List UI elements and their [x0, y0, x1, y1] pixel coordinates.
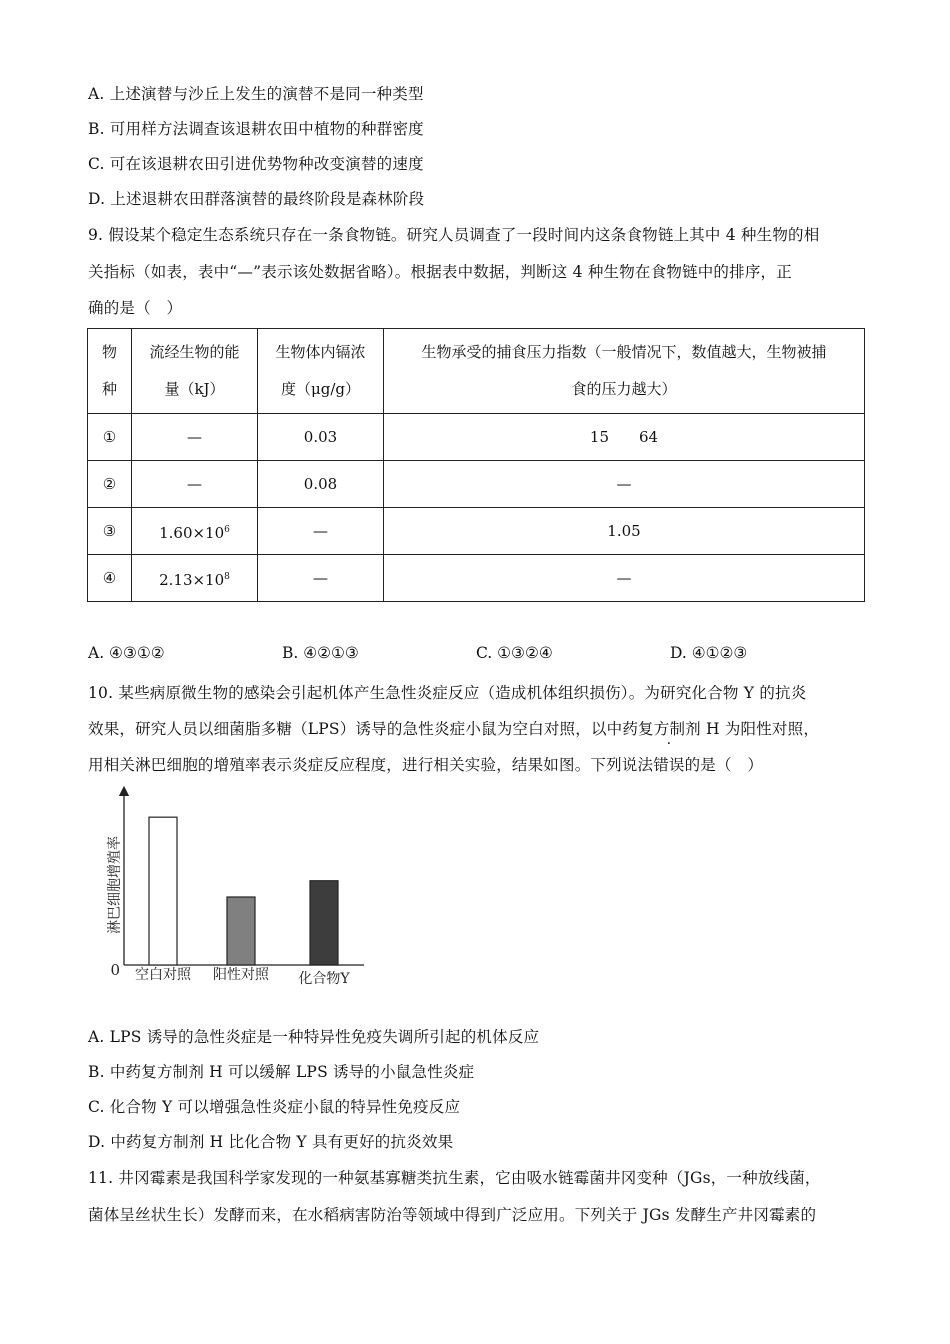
cell-pressure: 1.05 [384, 508, 865, 555]
q8-option-d: D. 上述退耕农田群落演替的最终阶段是森林阶段 [88, 190, 425, 208]
q11-stem-line-1: 11. 井冈霉素是我国科学家发现的一种氨基寡糖类抗生素，它由吸水链霉菌井冈变种（JGs，一种放线菌， [88, 1169, 821, 1187]
q10-stem-line-2: 效果，研究人员以细菌脂多糖（LPS）诱导的急性炎症小鼠为空白对照，以中药复方制剂 H 为阳性对照， [88, 720, 820, 738]
q9-choice-b: B. ④②①③ [282, 644, 359, 662]
y-axis-label: 淋巴细胞增殖率 [107, 836, 123, 934]
x-tick-label: 阳性对照 [213, 967, 269, 983]
cell-cadmium: — [258, 555, 384, 602]
cell-energy: — [132, 414, 258, 461]
header-cadmium: 生物体内镉浓 度（μg/g） [258, 329, 384, 414]
q10-option-d: D. 中药复方制剂 H 比化合物 Y 具有更好的抗炎效果 [88, 1133, 454, 1151]
q10-stem-line-1: 10. 某些病原微生物的感染会引起机体产生急性炎症反应（造成机体组织损伤）。为研究化合物 Y 的抗炎 [88, 684, 807, 702]
cell-pressure: — [384, 555, 865, 602]
cell-species: ② [88, 461, 132, 508]
cell-species: ④ [88, 555, 132, 602]
x-tick-labels [135, 966, 350, 987]
table-row [88, 555, 865, 602]
q9-stem-line-2: 关指标（如表，表中“—”表示该处数据省略）。根据表中数据，判断这 4 种生物在食物链中的排序，正 [88, 263, 792, 281]
q9-choices [88, 644, 864, 666]
q11-stem-line-2: 菌体呈丝状生长）发酵而来，在水稻病害防治等领域中得到广泛应用。下列关于 JGs 发酵生产井冈霉素的 [88, 1206, 817, 1224]
q10-option-a: A. LPS 诱导的急性炎症是一种特异性免疫失调所引起的机体反应 [88, 1028, 540, 1046]
q10-option-b: B. 中药复方制剂 H 可以缓解 LPS 诱导的小鼠急性炎症 [88, 1063, 475, 1081]
emphasis-word: 错误 [653, 756, 685, 774]
cell-energy: $1.60\times 10^6$ [132, 508, 258, 555]
origin-label: 0 [110, 961, 120, 979]
q9-data-table [87, 328, 865, 602]
cell-species: ① [88, 414, 132, 461]
q8-option-b: B. 可用样方法调查该退耕农田中植物的种群密度 [88, 120, 424, 138]
cell-pressure: — [384, 461, 865, 508]
lymphocyte-bar-chart [100, 785, 380, 990]
cell-pressure: 15 64 [384, 414, 865, 461]
q9-choice-c: C. ①③②④ [476, 644, 553, 662]
q9-stem-line-1: 9. 假设某个稳定生态系统只存在一条食物链。研究人员调查了一段时间内这条食物链上其中 4 种生物的相 [88, 226, 820, 244]
q8-option-a: A. 上述演替与沙丘上发生的演替不是同一种类型 [88, 85, 424, 103]
table-header-row [88, 329, 865, 414]
cell-species: ③ [88, 508, 132, 555]
header-species: 物 种 [88, 329, 132, 414]
x-tick-label: 化合物Y [298, 971, 350, 987]
q8-option-c: C. 可在该退耕农田引进优势物种改变演替的速度 [88, 155, 424, 173]
table-row [88, 414, 865, 461]
header-predation-pressure: 生物承受的捕食压力指数（一般情况下，数值越大，生物被捕 食的压力越大） [384, 329, 865, 414]
table-row [88, 461, 865, 508]
bars-group [149, 817, 338, 965]
header-energy: 流经生物的能 量（kJ） [132, 329, 258, 414]
q9-stem-line-3: 确的是（ ） [88, 299, 183, 317]
q9-choice-d: D. ④①②③ [670, 644, 748, 662]
x-tick-label: 空白对照 [135, 967, 191, 983]
cell-energy: — [132, 461, 258, 508]
bar-2 [227, 897, 255, 965]
cell-cadmium: — [258, 508, 384, 555]
q9-choice-a: A. ④③①② [88, 644, 165, 662]
table-row [88, 508, 865, 555]
bar-3 [310, 881, 338, 965]
bar-1 [149, 817, 177, 965]
q10-stem-line-3: 用相关淋巴细胞的增殖率表示炎症反应程度，进行相关实验，结果如图。下列说法错误的是（ ） [88, 753, 763, 775]
q10-option-c: C. 化合物 Y 可以增强急性炎症小鼠的特异性免疫反应 [88, 1098, 461, 1116]
cell-energy: $2.13\times 10^8$ [132, 555, 258, 602]
cell-cadmium: 0.03 [258, 414, 384, 461]
cell-cadmium: 0.08 [258, 461, 384, 508]
